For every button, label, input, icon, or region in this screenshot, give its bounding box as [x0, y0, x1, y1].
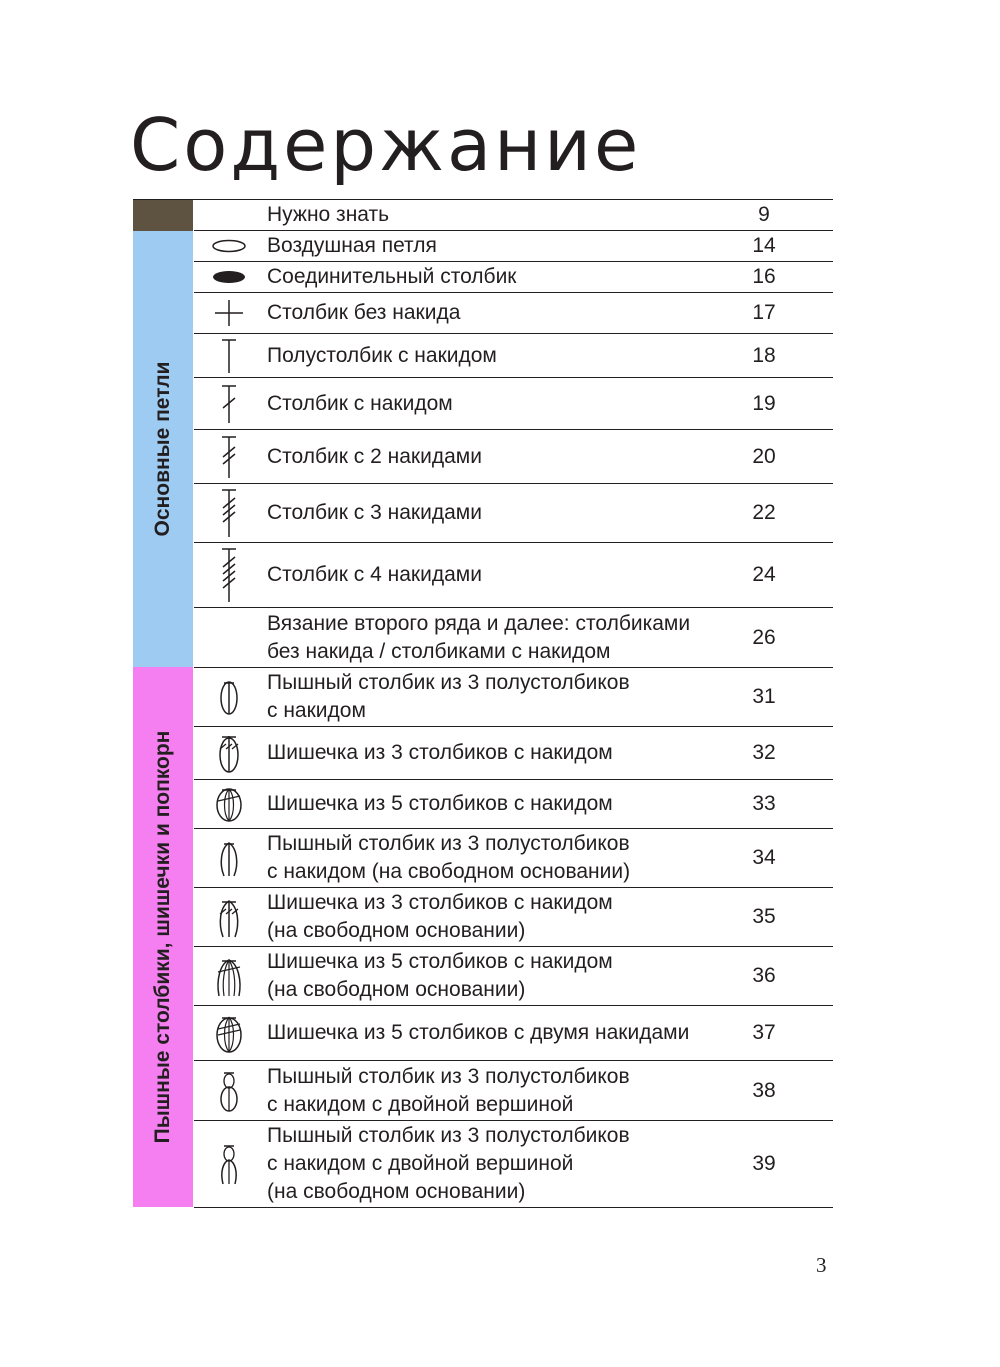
toc-entry-title: Столбик без накида	[267, 301, 461, 324]
triple-treble-icon	[204, 543, 254, 607]
toc-entry-title: Шишечка из 3 столбиков с накидом (на свободном основании)	[267, 891, 613, 942]
toc-entry-title: Пышный столбик из 3 полустолбиков с накидом с двойной вершиной	[267, 1064, 630, 1116]
toc-entry-title: Пышный столбик из 3 полустолбиков с накидом	[267, 671, 630, 722]
puff-stitch-open-icon	[204, 829, 254, 887]
toc-row[interactable]	[194, 293, 833, 334]
slip-stitch-icon	[204, 262, 254, 292]
puff-double-top-icon	[204, 1061, 254, 1120]
single-crochet-icon	[204, 293, 254, 333]
toc-entry-page: 17	[752, 301, 776, 324]
toc-entry-page: 32	[752, 741, 776, 764]
toc-entry-page: 31	[752, 685, 776, 708]
section-basic-stitches	[133, 231, 193, 667]
toc-entry-title: Пышный столбик из 3 полустолбиков с накидом (на свободном основании)	[267, 832, 631, 883]
toc-row[interactable]	[194, 829, 833, 888]
toc-entry-title: Шишечка из 5 столбиков с накидом (на свободном основании)	[267, 950, 613, 1001]
section-header-block	[133, 200, 193, 231]
double-crochet-icon	[204, 378, 254, 429]
toc-entry-title: Столбик с 2 накидами	[267, 444, 482, 468]
toc-entry-title: Шишечка из 3 столбиков с накидом	[267, 741, 613, 764]
toc-entry-page: 33	[752, 792, 776, 815]
toc-entry-page: 37	[752, 1021, 776, 1044]
bobble-5-open-icon	[204, 947, 254, 1005]
toc-row[interactable]	[194, 334, 833, 378]
toc-entry-title: Соединительный столбик	[267, 265, 517, 288]
toc-row[interactable]	[194, 262, 833, 293]
toc-entry-page: 14	[752, 234, 776, 257]
section-basic-label: Основные петли	[151, 361, 174, 537]
toc-row[interactable]	[194, 1006, 833, 1061]
toc-entry-page: 16	[752, 265, 776, 288]
toc-row[interactable]	[194, 668, 833, 727]
page-title: Содержание	[130, 103, 642, 187]
toc-entry-title: Шишечка из 5 столбиков с накидом	[267, 792, 613, 815]
bobble-5-treble-icon	[204, 1006, 254, 1060]
toc-entry-page: 26	[752, 625, 776, 649]
toc-row[interactable]	[194, 378, 833, 430]
puff-double-top-open-icon	[204, 1121, 254, 1207]
toc-row[interactable]	[194, 780, 833, 829]
chain-stitch-icon	[204, 231, 254, 261]
double-treble-icon	[204, 484, 254, 542]
half-double-crochet-icon	[204, 334, 254, 377]
toc-entry-title: Пышный столбик из 3 полустолбиков с накидом с двойной вершиной (на свободном основании)	[267, 1124, 630, 1203]
page-number: 3	[816, 1253, 827, 1277]
toc-entry-page: 36	[752, 964, 776, 987]
toc-row[interactable]	[194, 543, 833, 608]
section-puff-label: Пышные столбики, шишечки и попкорн	[151, 730, 174, 1144]
bobble-3-open-icon	[204, 888, 254, 946]
toc-entry-page: 9	[758, 203, 770, 226]
toc-entry-page: 22	[752, 501, 776, 524]
puff-stitch-icon	[204, 668, 254, 726]
toc-row[interactable]	[194, 430, 833, 484]
toc-entry-title: Нужно знать	[267, 203, 390, 226]
toc-entry-page: 39	[752, 1152, 776, 1175]
toc-row[interactable]	[194, 1061, 833, 1121]
toc-row[interactable]	[194, 200, 833, 231]
toc-row[interactable]	[194, 727, 833, 780]
no-icon	[204, 200, 254, 230]
toc-entry-title: Вязание второго ряда и далее: столбиками без накида / столбиками с накидом	[267, 611, 691, 663]
treble-crochet-icon	[204, 430, 254, 483]
toc-entry-title: Воздушная петля	[267, 234, 437, 257]
toc-entry-page: 20	[752, 444, 776, 468]
toc-entry-page: 34	[752, 846, 776, 869]
toc-entry-title: Шишечка из 5 столбиков с двумя накидами	[267, 1021, 690, 1044]
toc-row[interactable]	[194, 608, 833, 668]
bobble-5-icon	[204, 780, 254, 828]
toc-row[interactable]	[194, 888, 833, 947]
toc-row[interactable]	[194, 231, 833, 262]
toc-entry-title: Столбик с накидом	[267, 391, 453, 415]
toc-entry-page: 38	[752, 1078, 776, 1102]
toc-entry-page: 19	[752, 391, 776, 415]
bobble-3-icon	[204, 727, 254, 779]
toc-entry-title: Полустолбик с накидом	[267, 343, 497, 367]
toc-entry-page: 35	[752, 905, 776, 928]
toc-entry-page: 24	[752, 563, 776, 586]
toc-entry-title: Столбик с 4 накидами	[267, 563, 482, 586]
toc-row[interactable]	[194, 947, 833, 1006]
toc-row[interactable]	[194, 484, 833, 543]
toc-entry-title: Столбик с 3 накидами	[267, 501, 482, 524]
toc-row[interactable]	[194, 1121, 833, 1208]
no-icon	[204, 608, 254, 667]
section-puff-stitches	[133, 667, 193, 1207]
toc-entry-page: 18	[752, 343, 776, 367]
